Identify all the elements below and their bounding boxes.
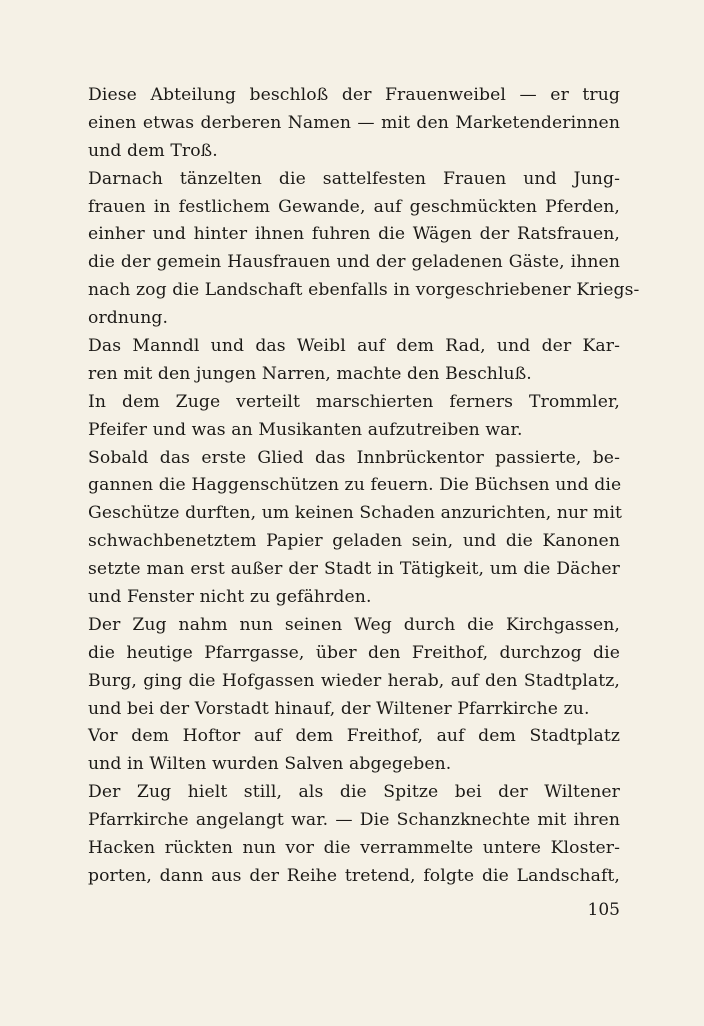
text-line: Der Zug hielt still, als die Spitze bei der Wiltener bbox=[88, 782, 620, 803]
text-line: porten, dann aus der Reihe tretend, folgte die Landschaft, bbox=[88, 865, 620, 886]
text-line: nach zog die Landschaft ebenfalls in vorgeschriebener Kriegs- bbox=[88, 280, 640, 301]
text-line: und Fenster nicht zu gefährden. bbox=[88, 587, 372, 608]
text-line: die heutige Pfarrgasse, über den Freithof, durchzog die bbox=[88, 642, 620, 663]
text-line: schwachbenetztem Papier geladen sein, und die Kanonen bbox=[88, 531, 620, 552]
text-line: ren mit den jungen Narren, machte den Beschluß. bbox=[88, 363, 532, 384]
text-line: Diese Abteilung beschloß der Frauenweibel — er trug bbox=[88, 85, 620, 105]
text-line: Darnach tänzelten die sattelfesten Frauen und Jung- bbox=[88, 168, 620, 189]
text-line: In dem Zuge verteilt marschierten ferners Trommler, bbox=[88, 391, 620, 412]
text-line: Pfarrkirche angelangt war. — Die Schanzknechte mit ihren bbox=[88, 810, 620, 831]
text-line: Geschütze durften, um keinen Schaden anzurichten, nur mit bbox=[88, 503, 623, 524]
text-line: ordnung. bbox=[88, 308, 169, 329]
text-line: die der gemein Hausfrauen und der geladenen Gäste, ihnen bbox=[88, 252, 620, 273]
text-line: und in Wilten wurden Salven abgegeben. bbox=[88, 754, 452, 775]
text-line: Hacken rückten nun vor die verrammelte untere Kloster- bbox=[88, 838, 620, 859]
page-number: 105 bbox=[587, 900, 620, 920]
text-line: Burg, ging die Hofgassen wieder herab, auf den Stadtplatz, bbox=[88, 670, 620, 691]
text-line: und bei der Vorstadt hinauf, der Wiltener Pfarrkirche zu. bbox=[88, 698, 590, 719]
text-line: Der Zug nahm nun seinen Weg durch die Kirchgassen, bbox=[88, 614, 620, 635]
text-line: Pfeifer und was an Musikanten aufzutreiben war. bbox=[88, 419, 523, 440]
text-line: setzte man erst außer der Stadt in Tätigkeit, um die Dächer bbox=[88, 559, 620, 580]
text-line: gannen die Haggenschützen zu feuern. Die Büchsen und die bbox=[88, 475, 622, 496]
text-line: Sobald das erste Glied das Innbrückentor passierte, be- bbox=[88, 447, 620, 468]
body-text bbox=[88, 82, 640, 891]
text-line: frauen in festlichem Gewande, auf geschmückten Pferden, bbox=[88, 196, 620, 217]
text-line: und dem Troß. bbox=[88, 140, 218, 161]
text-line: Vor dem Hoftor auf dem Freithof, auf dem Stadtplatz bbox=[88, 726, 620, 747]
text-line: einher und hinter ihnen fuhren die Wägen der Ratsfrauen, bbox=[88, 224, 620, 245]
text-line: Das Manndl und das Weibl auf dem Rad, und der Kar- bbox=[88, 336, 620, 357]
text-line: einen etwas derberen Namen — mit den Marketenderinnen bbox=[88, 112, 620, 133]
